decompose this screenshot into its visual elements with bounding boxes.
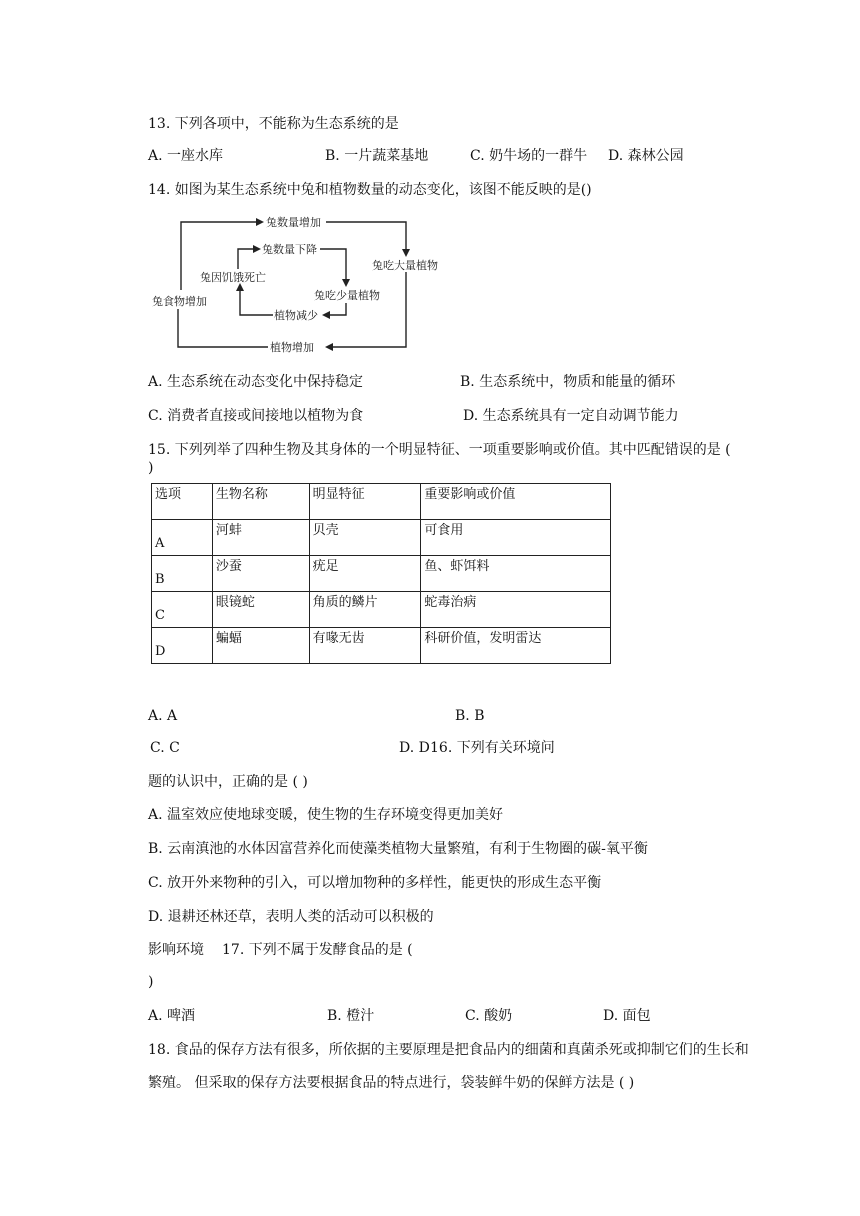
arrow-increase-to-eat-many — [326, 222, 406, 249]
table-header: 生物名称 — [212, 484, 309, 520]
table-cell: 贝壳 — [309, 520, 421, 556]
label-rabbit-increase: 兔数量增加 — [266, 216, 321, 229]
arrowhead — [325, 343, 333, 351]
q15-option-d: D. D — [399, 740, 430, 756]
arrow-plant-decrease-to-starve — [240, 291, 273, 315]
table-row — [152, 628, 611, 664]
table-cell: 疣足 — [309, 556, 421, 592]
q15-option-c: C. C — [150, 740, 180, 756]
q13-option-d: D. 森林公园 — [608, 148, 684, 164]
arrowhead — [402, 249, 410, 257]
table-cell: 角质的鳞片 — [309, 592, 421, 628]
q17-stem-close: ) — [148, 974, 154, 990]
table-cell: C — [152, 592, 213, 628]
label-rabbit-eat-many: 兔吃大量植物 — [372, 259, 438, 272]
q16-option-d-cont: 影响环境 — [148, 942, 204, 958]
table-cell: A — [152, 520, 213, 556]
q13-option-c: C. 奶牛场的一群牛 — [470, 148, 588, 164]
q17-option-d: D. 面包 — [603, 1008, 651, 1024]
q17-stem: 17. 下列不属于发酵食品的是 ( — [222, 942, 413, 958]
q17-option-b: B. 橙汁 — [327, 1008, 375, 1024]
table-cell: D — [152, 628, 213, 664]
table-cell: 蛇毒治病 — [421, 592, 611, 628]
q15-stem: 15. 下列列举了四种生物及其身体的一个明显特征、一项重要影响或价值。其中匹配错误的是 ( — [148, 442, 731, 458]
q17-option-a: A. 啤酒 — [148, 1008, 196, 1024]
label-rabbit-decrease: 兔数量下降 — [262, 243, 317, 256]
q16-option-d: D. 退耕还林还草，表明人类的活动可以积极的 — [148, 909, 434, 925]
q15-option-a: A. A — [148, 708, 178, 724]
table-cell: 鱼、虾饵料 — [421, 556, 611, 592]
table-row — [152, 592, 611, 628]
q14-stem: 14. 如图为某生态系统中兔和植物数量的动态变化，该图不能反映的是() — [148, 182, 592, 198]
arrowhead — [253, 245, 261, 253]
table-cell: 可食用 — [421, 520, 611, 556]
q13-option-b: B. 一片蔬菜基地 — [325, 148, 429, 164]
arrowhead — [236, 283, 244, 291]
table-row — [152, 556, 611, 592]
table-cell: 眼镜蛇 — [212, 592, 309, 628]
q18-line1: 18. 食品的保存方法有很多，所依据的主要原理是把食品内的细菌和真菌杀死或抑制它们的生长和 — [148, 1042, 749, 1058]
rabbit-plant-cycle-diagram — [148, 207, 448, 357]
q15-option-b: B. B — [455, 708, 485, 724]
q14-option-b: B. 生态系统中，物质和能量的循环 — [460, 374, 676, 390]
table-row — [152, 520, 611, 556]
q16-option-a: A. 温室效应使地球变暖，使生物的生存环境变得更加美好 — [148, 807, 504, 823]
arrow-starve-to-decrease — [238, 249, 253, 269]
label-rabbit-eat-few: 兔吃少量植物 — [314, 289, 380, 302]
arrowhead — [322, 311, 330, 319]
label-plant-increase: 植物增加 — [270, 341, 314, 354]
table-cell: B — [152, 556, 213, 592]
table-header: 选项 — [152, 484, 213, 520]
q14-option-c: C. 消费者直接或间接地以植物为食 — [148, 408, 364, 424]
q16-option-c: C. 放开外来物种的引入，可以增加物种的多样性，能更快的形成生态平衡 — [148, 875, 602, 891]
table-cell: 沙蚕 — [212, 556, 309, 592]
table-cell: 有喙无齿 — [309, 628, 421, 664]
arrowhead — [342, 279, 350, 287]
table-cell: 蝙蝠 — [212, 628, 309, 664]
label-plant-decrease: 植物减少 — [274, 309, 318, 322]
q15-stem-close: ) — [148, 460, 154, 476]
label-rabbit-food-increase: 兔食物增加 — [152, 295, 207, 308]
table-header: 明显特征 — [309, 484, 421, 520]
q14-option-a: A. 生态系统在动态变化中保持稳定 — [148, 374, 364, 390]
q14-option-d: D. 生态系统具有一定自动调节能力 — [463, 408, 679, 424]
arrow-eat-many-to-plant-increase — [333, 272, 406, 347]
arrowhead — [256, 218, 264, 226]
q15-table — [151, 483, 611, 664]
label-rabbit-starve: 兔因饥饿死亡 — [200, 271, 266, 284]
q13-option-a: A. 一座水库 — [148, 148, 224, 164]
table-header-row — [152, 484, 611, 520]
table-cell: 科研价值，发明雷达 — [421, 628, 611, 664]
table-cell: 河蚌 — [212, 520, 309, 556]
q16-option-b: B. 云南滇池的水体因富营养化而使藻类植物大量繁殖，有利于生物圈的碳-氧平衡 — [148, 841, 648, 857]
q13-stem: 13. 下列各项中，不能称为生态系统的是 — [148, 116, 399, 132]
arrow-eat-few-to-plant-decrease — [330, 303, 346, 315]
table-header: 重要影响或价值 — [421, 484, 611, 520]
arrow-decrease-to-eat-few — [320, 249, 346, 279]
q16-stem-cont: 题的认识中，正确的是 ( ) — [148, 774, 308, 790]
q18-line2: 繁殖。 但采取的保存方法要根据食品的特点进行，袋装鲜牛奶的保鲜方法是 ( ) — [148, 1075, 635, 1091]
q16-stem: 16. 下列有关环境问 — [430, 740, 555, 756]
q17-option-c: C. 酸奶 — [465, 1008, 513, 1024]
